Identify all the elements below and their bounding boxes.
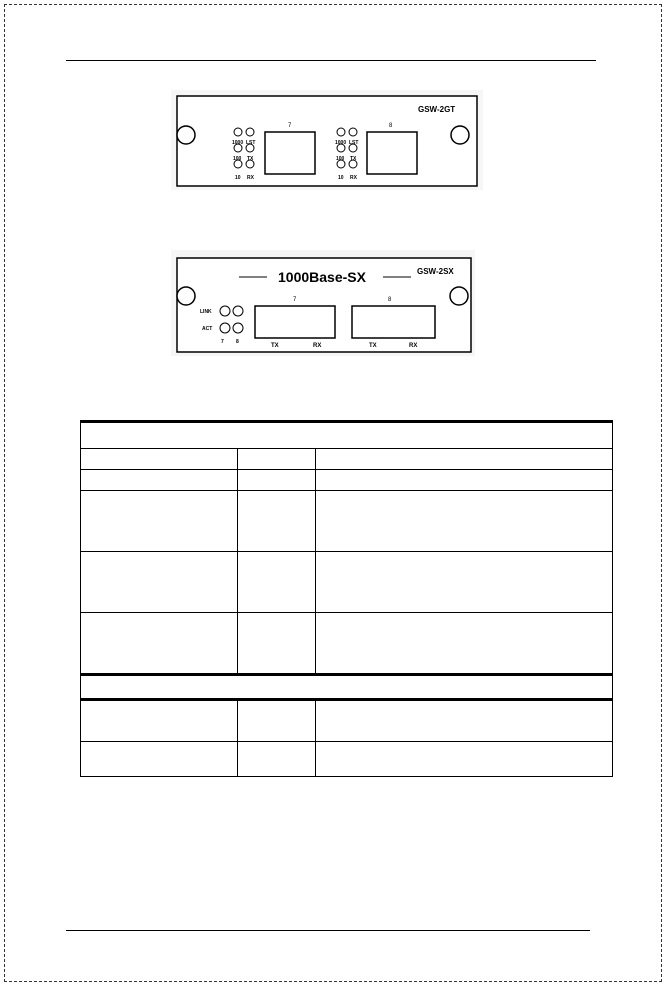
table-cell <box>316 552 613 613</box>
gt-port-number: 7 <box>288 123 292 129</box>
led-description-table <box>80 420 613 777</box>
table-row <box>81 491 613 552</box>
gt-led-label: 100 <box>336 156 345 162</box>
table-row <box>81 613 613 675</box>
table-cell <box>316 470 613 491</box>
sx-left-screw-icon <box>177 287 195 305</box>
gt-model-label: GSW-2GT <box>418 105 456 114</box>
gt-led-label: 1000 <box>335 140 347 146</box>
sx-port-label: TX <box>271 343 279 349</box>
gt-port-7 <box>265 132 315 174</box>
gt-led-label: RX <box>350 175 357 181</box>
gt-led-label: TX <box>350 156 357 162</box>
table-row <box>81 742 613 777</box>
table-cell <box>81 742 238 777</box>
sx-port-number: 8 <box>388 297 392 303</box>
table-row <box>81 700 613 742</box>
sx-banner: 1000Base-SX <box>278 269 366 285</box>
sx-led-col-label: 7 <box>221 339 224 345</box>
header-rule <box>66 60 596 61</box>
sx-port-label: RX <box>409 343 418 349</box>
gt-right-screw-icon <box>451 126 469 144</box>
table-title <box>81 422 613 449</box>
gt-led-label: LST <box>246 140 256 146</box>
gt-led-label: 10 <box>338 175 344 181</box>
table-cell <box>316 613 613 675</box>
sx-model-label: GSW-2SX <box>417 267 454 276</box>
gt-led-label: 10 <box>235 175 241 181</box>
table-cell <box>238 700 316 742</box>
gsw-2sx-module-figure <box>171 250 475 356</box>
sx-right-screw-icon <box>450 287 468 305</box>
table-cell <box>316 700 613 742</box>
table-cell <box>81 700 238 742</box>
table-cell <box>238 742 316 777</box>
gt-led-label: RX <box>247 175 254 181</box>
footer-rule <box>66 930 590 931</box>
gt-led-label: LST <box>349 140 359 146</box>
table-cell <box>238 552 316 613</box>
gt-port-number: 8 <box>389 123 393 129</box>
table-cell <box>81 470 238 491</box>
table-cell <box>81 491 238 552</box>
table-cell <box>238 491 316 552</box>
header-cell <box>316 449 613 470</box>
sx-led-row-label: ACT <box>202 326 213 332</box>
gt-port-8 <box>367 132 417 174</box>
table-header-row <box>81 449 613 470</box>
gt-led-label: 1000 <box>232 140 244 146</box>
table-cell <box>81 552 238 613</box>
header-cell <box>81 449 238 470</box>
sx-port-number: 7 <box>293 297 297 303</box>
table-cell <box>238 470 316 491</box>
sx-led-row-label: LINK <box>200 309 212 315</box>
sx-port-7 <box>255 306 335 338</box>
table-cell <box>238 613 316 675</box>
table-row <box>81 552 613 613</box>
sx-port-label: TX <box>369 343 377 349</box>
table-cell <box>316 742 613 777</box>
gt-left-screw-icon <box>177 126 195 144</box>
sx-port-label: RX <box>313 343 322 349</box>
sx-port-8 <box>352 306 435 338</box>
gsw-2gt-module-figure <box>171 90 483 190</box>
gt-led-label: TX <box>247 156 254 162</box>
table-section-row <box>81 675 613 700</box>
table-row <box>81 470 613 491</box>
table-cell <box>316 491 613 552</box>
table-cell <box>81 613 238 675</box>
table-title-row <box>81 422 613 449</box>
header-cell <box>238 449 316 470</box>
gt-led-label: 100 <box>233 156 242 162</box>
table-section-title <box>81 675 613 700</box>
sx-led-col-label: 8 <box>236 339 239 345</box>
